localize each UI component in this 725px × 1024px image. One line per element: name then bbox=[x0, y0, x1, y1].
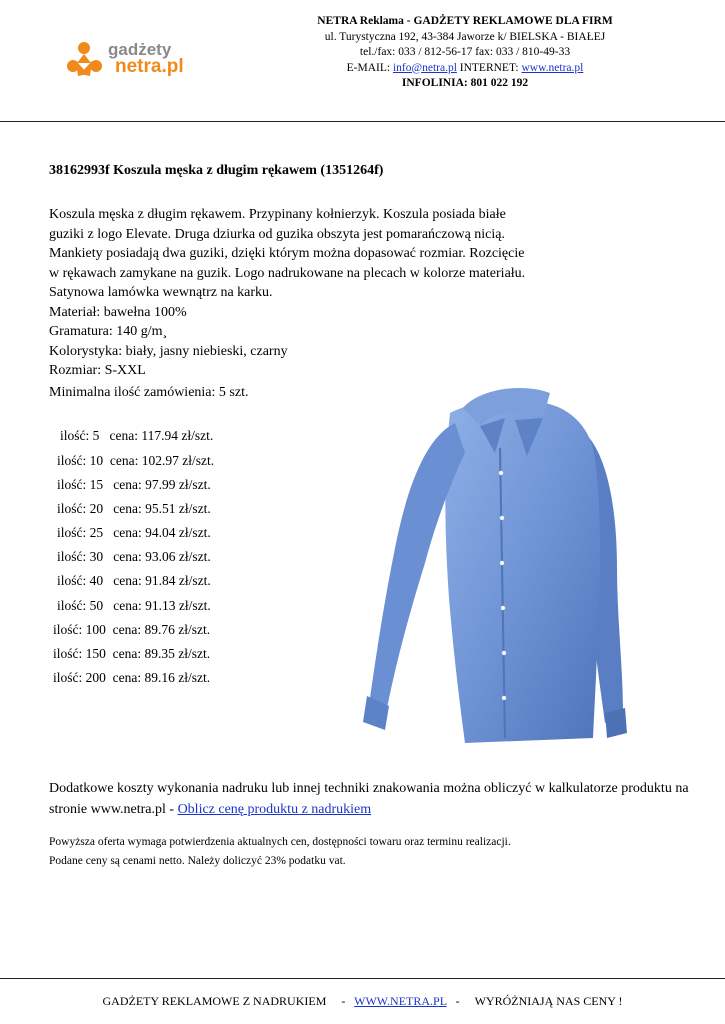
price-row bbox=[57, 549, 211, 565]
price-row bbox=[53, 646, 210, 662]
qty: ilość: 5 bbox=[60, 428, 100, 443]
printing-cost-text: Dodatkowe koszty wykonania nadruku lub innej techniki znakowania można obliczyć w kalkulatorze produktu na stronie www.netra.pl - bbox=[49, 781, 689, 817]
price: cena: 95.51 zł/szt. bbox=[113, 501, 211, 516]
price-row bbox=[57, 477, 211, 493]
company-line: NETRA Reklama - GADŻETY REKLAMOWE DLA FIRM bbox=[317, 15, 613, 27]
price-row bbox=[53, 622, 210, 638]
qty: ilość: 30 bbox=[57, 549, 104, 564]
price-row bbox=[57, 501, 211, 517]
description-line: w rękawach zamykane na guzik. Logo nadrukowane na plecach w kolorze materiału. bbox=[49, 265, 526, 281]
description-line: guziki z logo Elevate. Druga dziurka od guzika obszyta jest pomarańczową nicią. bbox=[49, 226, 505, 242]
internet-label: INTERNET: bbox=[459, 61, 519, 74]
qty: ilość: 20 bbox=[57, 501, 104, 516]
price: cena: 117.94 zł/szt. bbox=[109, 428, 214, 443]
description-line: Koszula męska z długim rękawem. Przypinany kołnierzyk. Koszula posiada białe bbox=[49, 207, 506, 222]
footer-right-text: WYRÓŻNIAJĄ NAS CENY ! bbox=[474, 994, 623, 1008]
price-row bbox=[57, 525, 211, 541]
description-line: Mankiety posiadają dwa guziki, dzięki którym można dopasować rozmiar. Rozcięcie bbox=[49, 246, 525, 261]
footer bbox=[0, 994, 725, 1009]
company-header bbox=[270, 14, 660, 92]
price: cena: 94.04 zł/szt. bbox=[113, 525, 211, 540]
contact-line bbox=[270, 61, 660, 77]
qty: ilość: 10 bbox=[57, 453, 104, 468]
footer-website-link[interactable]: WWW.NETRA.PL bbox=[354, 994, 447, 1008]
qty: ilość: 100 bbox=[53, 622, 106, 637]
price-row bbox=[53, 670, 210, 686]
phone-line: tel./fax: 033 / 812-56-17 fax: 033 / 810-49-33 bbox=[359, 46, 571, 58]
price: cena: 93.06 zł/szt. bbox=[113, 549, 211, 564]
price: cena: 97.99 zł/szt. bbox=[113, 477, 211, 492]
description-line: Gramatura: 140 g/m¸ bbox=[49, 324, 168, 339]
price: cena: 102.97 zł/szt. bbox=[109, 453, 215, 468]
price: cena: 89.35 zł/szt. bbox=[112, 646, 211, 661]
footer-separator: - bbox=[455, 994, 460, 1008]
infoline: INFOLINIA: 801 022 192 bbox=[401, 77, 529, 89]
description-line: Kolorystyka: biały, jasny niebieski, czarny bbox=[49, 343, 288, 359]
description-line: Materiał: bawełna 100% bbox=[49, 304, 187, 320]
footer-divider bbox=[0, 978, 725, 979]
vat-note: Podane ceny są cenami netto. Należy doliczyć 23% podatku vat. bbox=[49, 855, 346, 867]
product-title: 38162993f Koszula męska z długim rękawem (1351264f) bbox=[49, 163, 384, 178]
calculate-price-link[interactable]: Oblicz cenę produktu z nadrukiem bbox=[177, 802, 372, 817]
price-row bbox=[60, 428, 213, 444]
offer-note: Powyższa oferta wymaga potwierdzenia aktualnych cen, dostępności towaru oraz terminu realizacji. bbox=[49, 836, 511, 848]
price: cena: 91.84 zł/szt. bbox=[113, 573, 211, 588]
logo-text-netra: netra.pl bbox=[115, 56, 184, 77]
shirt-image bbox=[355, 378, 640, 753]
description-line: Rozmiar: S-XXL bbox=[49, 363, 146, 378]
qty: ilość: 25 bbox=[57, 525, 104, 540]
qty: ilość: 15 bbox=[57, 477, 104, 492]
qty: ilość: 40 bbox=[57, 573, 104, 588]
price: cena: 89.76 zł/szt. bbox=[112, 622, 211, 637]
min-order: Minimalna ilość zamówienia: 5 szt. bbox=[49, 385, 249, 400]
price: cena: 91.13 zł/szt. bbox=[113, 598, 211, 613]
qty: ilość: 50 bbox=[57, 598, 104, 613]
price: cena: 89.16 zł/szt. bbox=[112, 670, 211, 685]
email-label: E-MAIL: bbox=[346, 61, 391, 74]
product-description bbox=[49, 205, 559, 381]
description-line: Satynowa lamówka wewnątrz na karku. bbox=[49, 285, 273, 300]
website-link[interactable]: www.netra.pl bbox=[521, 61, 584, 74]
address-line: ul. Turystyczna 192, 43-384 Jaworze k/ BIELSKA - BIAŁEJ bbox=[324, 30, 606, 43]
price-row bbox=[57, 573, 211, 589]
qty: ilość: 150 bbox=[53, 646, 106, 661]
header-divider bbox=[0, 121, 725, 122]
printing-cost-info bbox=[49, 778, 709, 820]
footer-left-text: GADŻETY REKLAMOWE Z NADRUKIEM bbox=[102, 994, 327, 1008]
price-row bbox=[57, 598, 211, 614]
footer-separator: - bbox=[341, 994, 346, 1008]
price-row bbox=[57, 453, 214, 469]
email-link[interactable]: info@netra.pl bbox=[392, 61, 457, 74]
qty: ilość: 200 bbox=[53, 670, 106, 685]
logo-text-gadzety: gadżety bbox=[108, 40, 172, 59]
